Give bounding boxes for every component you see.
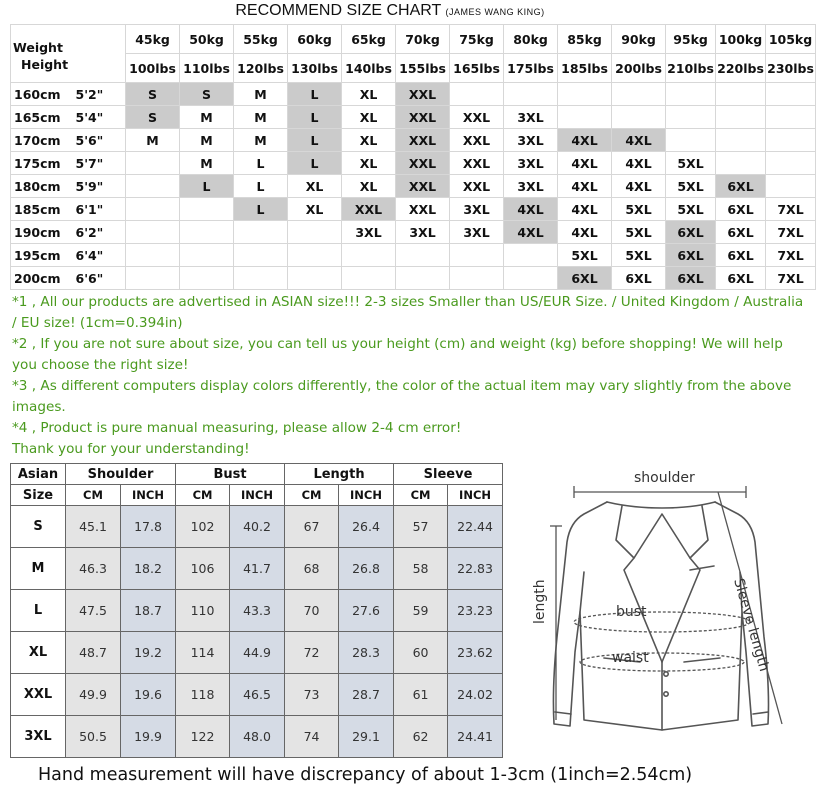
weight-lbs-header: 210lbs [666, 54, 716, 83]
size-cell: 3XL [504, 106, 558, 129]
measurement-value: 24.02 [448, 674, 503, 716]
size-cell: XXL [396, 129, 450, 152]
weight-kg-header: 75kg [450, 25, 504, 54]
measurement-value: 106 [176, 548, 230, 590]
size-cell: 3XL [504, 152, 558, 175]
weight-kg-header: 100kg [716, 25, 766, 54]
measurement-value: 22.83 [448, 548, 503, 590]
size-cell [504, 267, 558, 290]
size-cell: 6XL [558, 267, 612, 290]
height-row [11, 129, 816, 152]
measurement-value: 118 [176, 674, 230, 716]
measurement-value: 50.5 [66, 716, 121, 758]
recommend-size-table [10, 24, 816, 290]
weight-lbs-header: 100lbs [126, 54, 180, 83]
size-cell: 5XL [558, 244, 612, 267]
measurement-value: 72 [285, 632, 339, 674]
head-asian: Asian [11, 464, 66, 485]
size-cell [504, 244, 558, 267]
size-cell [612, 106, 666, 129]
weight-lbs-header: 175lbs [504, 54, 558, 83]
size-cell: 6XL [716, 221, 766, 244]
size-cell: 3XL [504, 129, 558, 152]
size-cell: 7XL [766, 244, 816, 267]
asian-size: XXL [11, 674, 66, 716]
measurement-value: 46.5 [230, 674, 285, 716]
size-cell: 3XL [450, 221, 504, 244]
size-cell: 6XL [716, 175, 766, 198]
size-cell [288, 221, 342, 244]
size-cell: 3XL [504, 175, 558, 198]
measurement-row [11, 590, 503, 632]
asian-size: 3XL [11, 716, 66, 758]
height-ft: 6'6" [74, 267, 126, 290]
size-cell [234, 267, 288, 290]
footer-note: Hand measurement will have discrepancy of about 1-3cm (1inch=2.54cm) [38, 765, 693, 785]
measurement-value: 73 [285, 674, 339, 716]
height-cm: 185cm [11, 198, 74, 221]
size-cell [558, 106, 612, 129]
size-cell: XXL [396, 152, 450, 175]
weight-height-corner [11, 25, 126, 83]
size-cell [126, 221, 180, 244]
weight-kg-header: 95kg [666, 25, 716, 54]
label-length: length [532, 579, 548, 624]
height-ft: 6'2" [74, 221, 126, 244]
weight-kg-header: 70kg [396, 25, 450, 54]
measurement-value: 40.2 [230, 506, 285, 548]
size-cell: 6XL [612, 267, 666, 290]
chart-title [160, 2, 620, 20]
height-row [11, 152, 816, 175]
measurement-value: 19.9 [121, 716, 176, 758]
height-row [11, 221, 816, 244]
size-cell: XL [288, 175, 342, 198]
size-cell: XXL [396, 198, 450, 221]
size-cell: 3XL [342, 221, 396, 244]
height-cm: 160cm [11, 83, 74, 106]
size-cell [234, 244, 288, 267]
size-cell: XXL [396, 83, 450, 106]
measurement-value: 19.6 [121, 674, 176, 716]
measurement-value: 18.2 [121, 548, 176, 590]
size-cell: XL [342, 83, 396, 106]
label-bust: bust [616, 604, 647, 620]
size-cell: 6XL [716, 198, 766, 221]
size-cell: 7XL [766, 221, 816, 244]
size-cell [126, 152, 180, 175]
size-cell: 5XL [666, 152, 716, 175]
height-cm: 180cm [11, 175, 74, 198]
size-cell: M [180, 152, 234, 175]
weight-kg-header: 80kg [504, 25, 558, 54]
measurement-value: 102 [176, 506, 230, 548]
size-cell [716, 129, 766, 152]
weight-kg-header: 105kg [766, 25, 816, 54]
size-cell: XL [288, 198, 342, 221]
measurement-value: 19.2 [121, 632, 176, 674]
measurement-value: 70 [285, 590, 339, 632]
measurement-value: 122 [176, 716, 230, 758]
size-cell: 4XL [612, 175, 666, 198]
measurement-value: 46.3 [66, 548, 121, 590]
note-3: *3 , As different computers display colors differently, the color of the actual item may vary slightly from the above images. [12, 378, 792, 415]
size-cell: XXL [396, 175, 450, 198]
head-bust: Bust [176, 464, 285, 485]
size-cell: XL [342, 106, 396, 129]
head-sleeve: Sleeve [394, 464, 503, 485]
size-cell: S [126, 83, 180, 106]
size-cell: 4XL [504, 221, 558, 244]
title-text: RECOMMEND SIZE CHART [235, 2, 442, 19]
size-cell: XXL [450, 129, 504, 152]
measurement-value: 48.7 [66, 632, 121, 674]
size-cell [716, 106, 766, 129]
weight-kg-header: 55kg [234, 25, 288, 54]
unit-inch: INCH [121, 485, 176, 506]
weight-lbs-header: 165lbs [450, 54, 504, 83]
size-cell: 3XL [396, 221, 450, 244]
measurement-value: 68 [285, 548, 339, 590]
measurement-value: 23.62 [448, 632, 503, 674]
size-cell: L [288, 129, 342, 152]
corner-height-label: Height [21, 56, 69, 72]
size-cell [666, 83, 716, 106]
size-cell: 4XL [612, 152, 666, 175]
measurement-value: 18.7 [121, 590, 176, 632]
size-cell: XXL [450, 152, 504, 175]
asian-size: L [11, 590, 66, 632]
unit-inch: INCH [230, 485, 285, 506]
measurement-value: 27.6 [339, 590, 394, 632]
size-cell [666, 129, 716, 152]
weight-lbs-header: 185lbs [558, 54, 612, 83]
measurement-value: 22.44 [448, 506, 503, 548]
height-ft: 5'9" [74, 175, 126, 198]
size-cell [180, 198, 234, 221]
weight-lbs-header: 155lbs [396, 54, 450, 83]
head-length: Length [285, 464, 394, 485]
size-cell: M [234, 129, 288, 152]
head-size: Size [11, 485, 66, 506]
measurement-value: 60 [394, 632, 448, 674]
measurement-value: 28.3 [339, 632, 394, 674]
size-cell [180, 244, 234, 267]
height-cm: 190cm [11, 221, 74, 244]
unit-cm: CM [176, 485, 230, 506]
note-4: *4 , Product is pure manual measuring, please allow 2-4 cm error! [12, 420, 462, 436]
size-cell: L [288, 83, 342, 106]
size-cell [766, 83, 816, 106]
measurement-value: 58 [394, 548, 448, 590]
height-row [11, 198, 816, 221]
measurement-value: 24.41 [448, 716, 503, 758]
measurement-value: 23.23 [448, 590, 503, 632]
measurement-table [10, 463, 503, 758]
asian-size: S [11, 506, 66, 548]
size-cell: 5XL [666, 198, 716, 221]
measurement-row [11, 548, 503, 590]
measurement-row [11, 506, 503, 548]
unit-cm: CM [66, 485, 121, 506]
unit-inch: INCH [448, 485, 503, 506]
size-cell: XXL [450, 175, 504, 198]
corner-weight-label: Weight [13, 39, 63, 55]
head-shoulder: Shoulder [66, 464, 176, 485]
height-ft: 5'6" [74, 129, 126, 152]
weight-lbs-header: 140lbs [342, 54, 396, 83]
size-cell: 7XL [766, 267, 816, 290]
measurement-row [11, 674, 503, 716]
weight-kg-header: 45kg [126, 25, 180, 54]
size-cell: 3XL [450, 198, 504, 221]
size-cell: XL [342, 129, 396, 152]
size-cell: 5XL [612, 198, 666, 221]
size-cell [450, 267, 504, 290]
size-cell: 4XL [504, 198, 558, 221]
size-cell: 7XL [766, 198, 816, 221]
measurement-value: 61 [394, 674, 448, 716]
size-cell: XXL [396, 106, 450, 129]
size-cell: XXL [342, 198, 396, 221]
label-sleeve-length: Sleeve length [730, 576, 772, 674]
size-cell: 4XL [558, 152, 612, 175]
weight-lbs-header: 110lbs [180, 54, 234, 83]
note-2: *2 , If you are not sure about size, you can tell us your height (cm) and weight (kg) before shopping! We will help you choose the right size! [12, 336, 783, 373]
size-cell [234, 221, 288, 244]
note-1: *1 , All our products are advertised in ASIAN size!!! 2-3 sizes Smaller than US/EUR Size. / United Kingdom / Australia / EU size! (1cm=0.394in) [12, 294, 804, 331]
measurement-value: 59 [394, 590, 448, 632]
label-waist: waist [612, 650, 649, 666]
size-cell [342, 267, 396, 290]
size-cell [126, 244, 180, 267]
weight-lbs-header: 200lbs [612, 54, 666, 83]
measurement-value: 114 [176, 632, 230, 674]
asian-size: XL [11, 632, 66, 674]
size-cell [766, 106, 816, 129]
height-row [11, 106, 816, 129]
size-cell: 5XL [612, 244, 666, 267]
size-cell: L [288, 152, 342, 175]
weight-lbs-header: 220lbs [716, 54, 766, 83]
size-cell: 4XL [558, 129, 612, 152]
height-ft: 5'7" [74, 152, 126, 175]
weight-lbs-header: 120lbs [234, 54, 288, 83]
unit-cm: CM [285, 485, 339, 506]
size-cell [612, 83, 666, 106]
size-cell [126, 267, 180, 290]
height-ft: 5'2" [74, 83, 126, 106]
size-cell [450, 83, 504, 106]
weight-lbs-header: 230lbs [766, 54, 816, 83]
height-ft: 5'4" [74, 106, 126, 129]
size-cell [126, 198, 180, 221]
height-cm: 200cm [11, 267, 74, 290]
measurement-value: 26.4 [339, 506, 394, 548]
height-cm: 170cm [11, 129, 74, 152]
measurement-value: 47.5 [66, 590, 121, 632]
measurement-value: 26.8 [339, 548, 394, 590]
unit-inch: INCH [339, 485, 394, 506]
notes [12, 292, 808, 460]
measurement-value: 41.7 [230, 548, 285, 590]
unit-cm: CM [394, 485, 448, 506]
asian-size: M [11, 548, 66, 590]
size-cell: 4XL [558, 175, 612, 198]
weight-kg-header: 90kg [612, 25, 666, 54]
note-thanks: Thank you for your understanding! [12, 441, 250, 457]
height-row [11, 175, 816, 198]
height-cm: 195cm [11, 244, 74, 267]
size-cell: M [180, 129, 234, 152]
weight-kg-header: 50kg [180, 25, 234, 54]
size-cell [766, 129, 816, 152]
size-cell: 6XL [666, 244, 716, 267]
size-cell: L [234, 175, 288, 198]
size-cell: L [234, 198, 288, 221]
size-cell [288, 267, 342, 290]
size-cell: 6XL [666, 267, 716, 290]
size-cell [716, 83, 766, 106]
size-cell: 6XL [666, 221, 716, 244]
height-cm: 165cm [11, 106, 74, 129]
size-cell [766, 175, 816, 198]
size-cell: 5XL [612, 221, 666, 244]
brand-text: (JAMES WANG KING) [445, 7, 545, 17]
weight-kg-header: 85kg [558, 25, 612, 54]
size-cell: XXL [450, 106, 504, 129]
height-cm: 175cm [11, 152, 74, 175]
measurement-value: 43.3 [230, 590, 285, 632]
weight-kg-header: 60kg [288, 25, 342, 54]
size-cell: 6XL [716, 267, 766, 290]
size-cell [666, 106, 716, 129]
size-cell [342, 244, 396, 267]
jacket-diagram [512, 462, 812, 762]
measurement-value: 29.1 [339, 716, 394, 758]
size-cell [180, 221, 234, 244]
size-cell: M [234, 83, 288, 106]
size-cell: M [234, 106, 288, 129]
weight-kg-header: 65kg [342, 25, 396, 54]
size-cell: XL [342, 175, 396, 198]
size-cell: S [126, 106, 180, 129]
size-cell: L [288, 106, 342, 129]
size-cell: 5XL [666, 175, 716, 198]
size-cell [716, 152, 766, 175]
measurement-value: 74 [285, 716, 339, 758]
size-cell [504, 83, 558, 106]
size-cell [180, 267, 234, 290]
size-cell: 4XL [558, 221, 612, 244]
height-row [11, 244, 816, 267]
height-row [11, 83, 816, 106]
measurement-value: 49.9 [66, 674, 121, 716]
measurement-value: 57 [394, 506, 448, 548]
size-cell: M [180, 106, 234, 129]
height-ft: 6'4" [74, 244, 126, 267]
size-cell: L [234, 152, 288, 175]
size-cell [396, 267, 450, 290]
measurement-row [11, 716, 503, 758]
size-cell: 6XL [716, 244, 766, 267]
size-cell: XL [342, 152, 396, 175]
measurement-value: 44.9 [230, 632, 285, 674]
height-row [11, 267, 816, 290]
size-cell [450, 244, 504, 267]
measurement-row [11, 632, 503, 674]
size-cell [288, 244, 342, 267]
size-cell: S [180, 83, 234, 106]
size-cell: 4XL [558, 198, 612, 221]
measurement-value: 17.8 [121, 506, 176, 548]
measurement-value: 28.7 [339, 674, 394, 716]
size-cell [558, 83, 612, 106]
size-cell [126, 175, 180, 198]
size-cell [766, 152, 816, 175]
measurement-value: 67 [285, 506, 339, 548]
size-cell: L [180, 175, 234, 198]
weight-lbs-header: 130lbs [288, 54, 342, 83]
measurement-value: 110 [176, 590, 230, 632]
measurement-value: 62 [394, 716, 448, 758]
height-ft: 6'1" [74, 198, 126, 221]
size-cell [396, 244, 450, 267]
measurement-value: 48.0 [230, 716, 285, 758]
size-cell: 4XL [612, 129, 666, 152]
size-cell: M [126, 129, 180, 152]
measurement-value: 45.1 [66, 506, 121, 548]
label-shoulder: shoulder [634, 470, 695, 486]
